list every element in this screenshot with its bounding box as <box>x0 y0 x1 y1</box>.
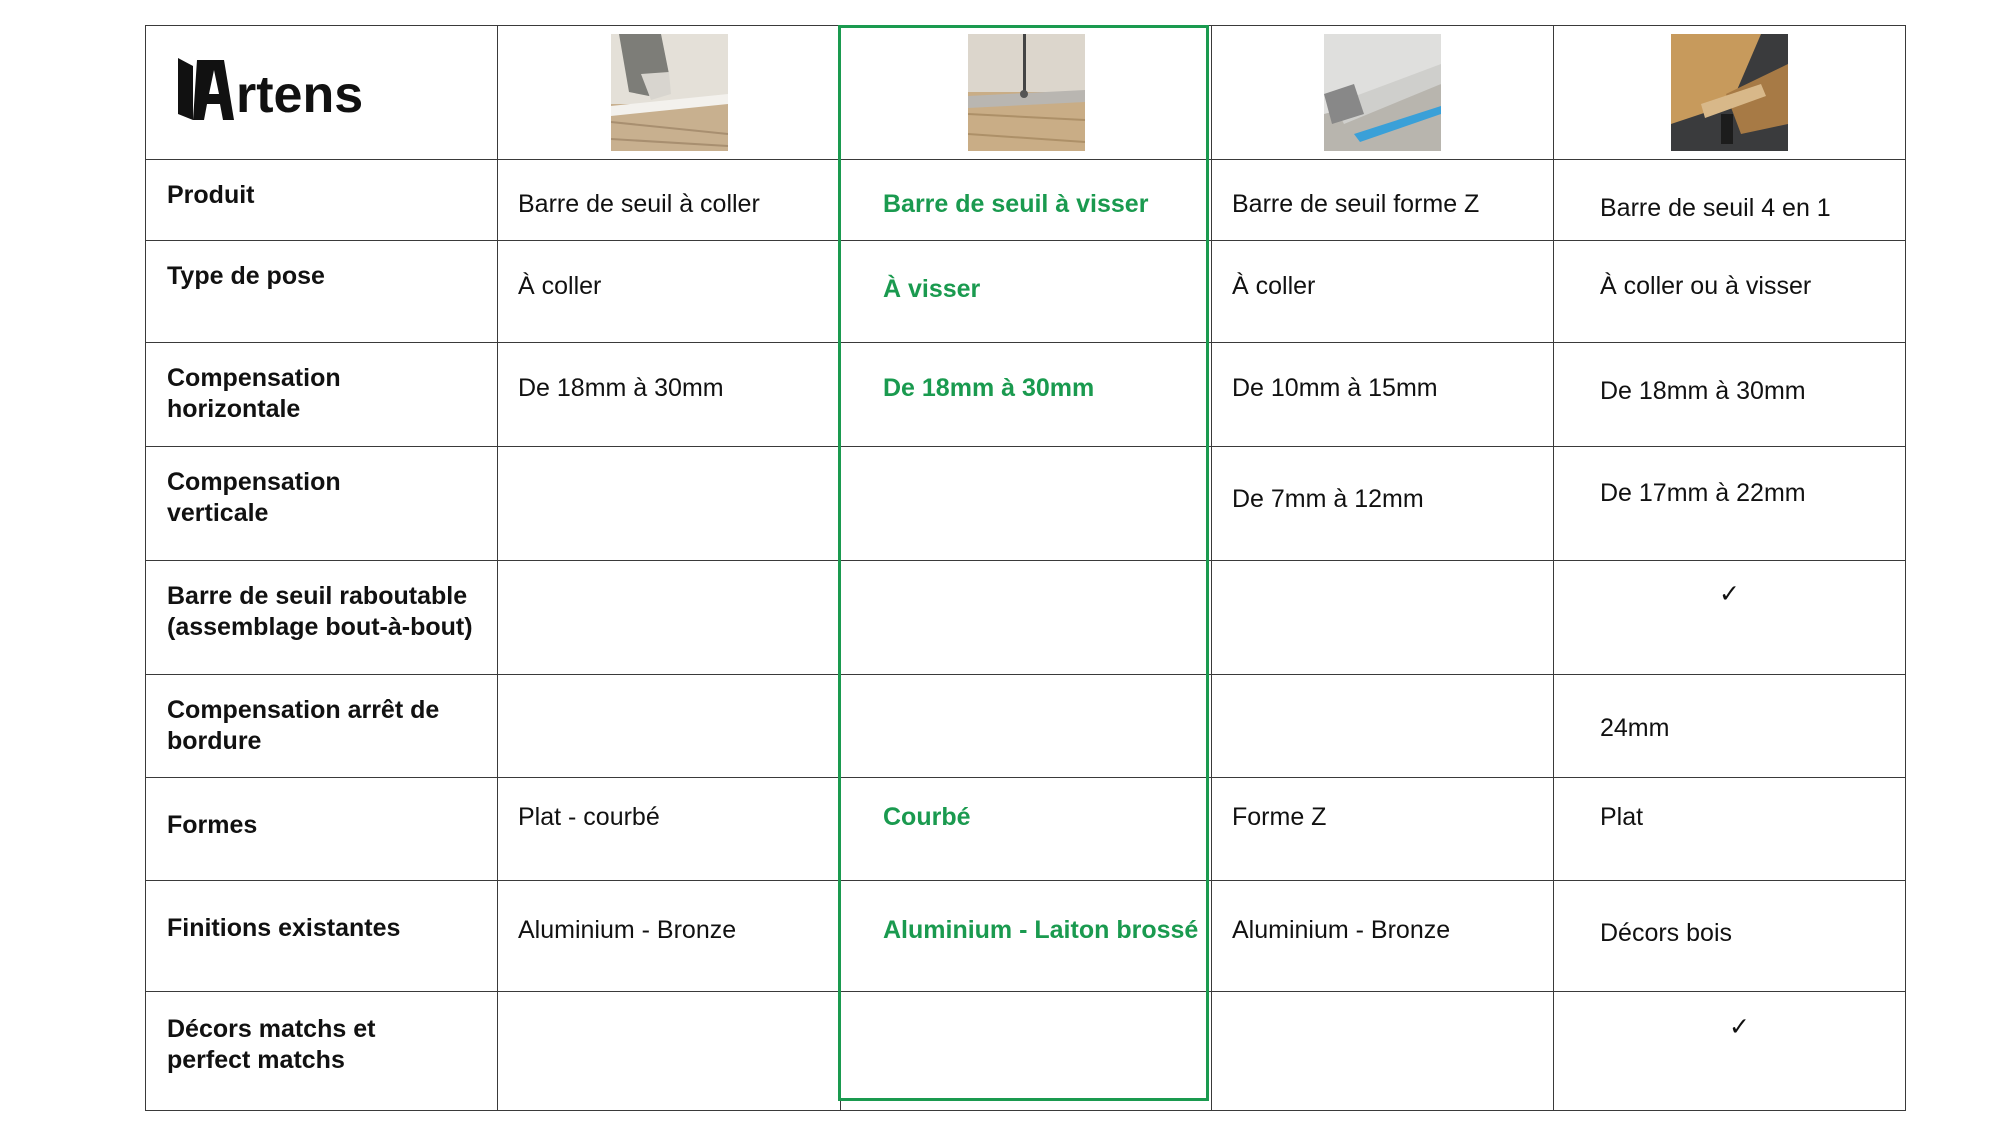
cell <box>498 561 841 675</box>
cell: De 17mm à 22mm <box>1554 447 1906 561</box>
cell <box>1212 992 1554 1111</box>
cell-highlighted <box>841 675 1212 778</box>
cell: De 18mm à 30mm <box>498 343 841 447</box>
row-produit <box>146 160 1906 241</box>
row-formes <box>146 778 1906 881</box>
cell: Plat - courbé <box>498 778 841 881</box>
comparison-table <box>145 25 1906 1111</box>
row-label: Formes <box>146 778 498 881</box>
cell: Décors bois <box>1554 881 1906 992</box>
cell: De 7mm à 12mm <box>1212 447 1554 561</box>
header-row <box>146 26 1906 160</box>
cell <box>1212 561 1554 675</box>
check-icon: ✓ <box>1554 561 1906 675</box>
row-label: Barre de seuil raboutable (assemblage bout-à-bout) <box>146 561 498 675</box>
row-compensation-verticale <box>146 447 1906 561</box>
cell: Aluminium - Bronze <box>1212 881 1554 992</box>
cell-highlighted: De 18mm à 30mm <box>841 343 1212 447</box>
row-label: Compensation arrêt de bordure <box>146 675 498 778</box>
thumb-cell-1 <box>498 26 841 160</box>
cell: Plat <box>1554 778 1906 881</box>
cell-highlighted: À visser <box>841 241 1212 343</box>
cell: À coller <box>498 241 841 343</box>
screw-threshold-photo <box>968 34 1085 151</box>
thumb-cell-3 <box>1212 26 1554 160</box>
cell <box>498 675 841 778</box>
row-label: Compensation horizontale <box>146 343 498 447</box>
cell <box>498 447 841 561</box>
cell: À coller <box>1212 241 1554 343</box>
row-label: Décors matchs et perfect matchs <box>146 992 498 1111</box>
row-label: Type de pose <box>146 241 498 343</box>
cell-highlighted: Barre de seuil à visser <box>841 160 1212 241</box>
cell: Barre de seuil forme Z <box>1212 160 1554 241</box>
cell-highlighted <box>841 447 1212 561</box>
row-compensation-horizontale <box>146 343 1906 447</box>
cell <box>498 992 841 1111</box>
glue-threshold-photo <box>611 34 728 151</box>
row-raboutable <box>146 561 1906 675</box>
thumb-cell-4 <box>1554 26 1906 160</box>
row-type-de-pose <box>146 241 1906 343</box>
cell: À coller ou à visser <box>1554 241 1906 343</box>
cell: Forme Z <box>1212 778 1554 881</box>
row-arret-de-bordure <box>146 675 1906 778</box>
four-in-one-threshold-photo <box>1671 34 1788 151</box>
row-label: Produit <box>146 160 498 241</box>
cell-highlighted: Aluminium - Laiton brossé <box>841 881 1212 992</box>
cell: 24mm <box>1554 675 1906 778</box>
brand-cell <box>146 26 498 160</box>
row-label: Compensation verticale <box>146 447 498 561</box>
cell: Aluminium - Bronze <box>498 881 841 992</box>
cell: Barre de seuil à coller <box>498 160 841 241</box>
cell: De 18mm à 30mm <box>1554 343 1906 447</box>
comparison-table-wrapper <box>145 25 1900 1103</box>
row-decors-matchs <box>146 992 1906 1111</box>
brand-logo <box>176 54 386 124</box>
cell <box>1212 675 1554 778</box>
cell-highlighted <box>841 561 1212 675</box>
thumb-cell-2 <box>841 26 1212 160</box>
check-icon: ✓ <box>1554 992 1906 1111</box>
row-label: Finitions existantes <box>146 881 498 992</box>
brand-name: rtens <box>236 66 364 124</box>
z-threshold-photo <box>1324 34 1441 151</box>
cell-highlighted <box>841 992 1212 1111</box>
cell: Barre de seuil 4 en 1 <box>1554 160 1906 241</box>
row-finitions <box>146 881 1906 992</box>
cell: De 10mm à 15mm <box>1212 343 1554 447</box>
cell-highlighted: Courbé <box>841 778 1212 881</box>
